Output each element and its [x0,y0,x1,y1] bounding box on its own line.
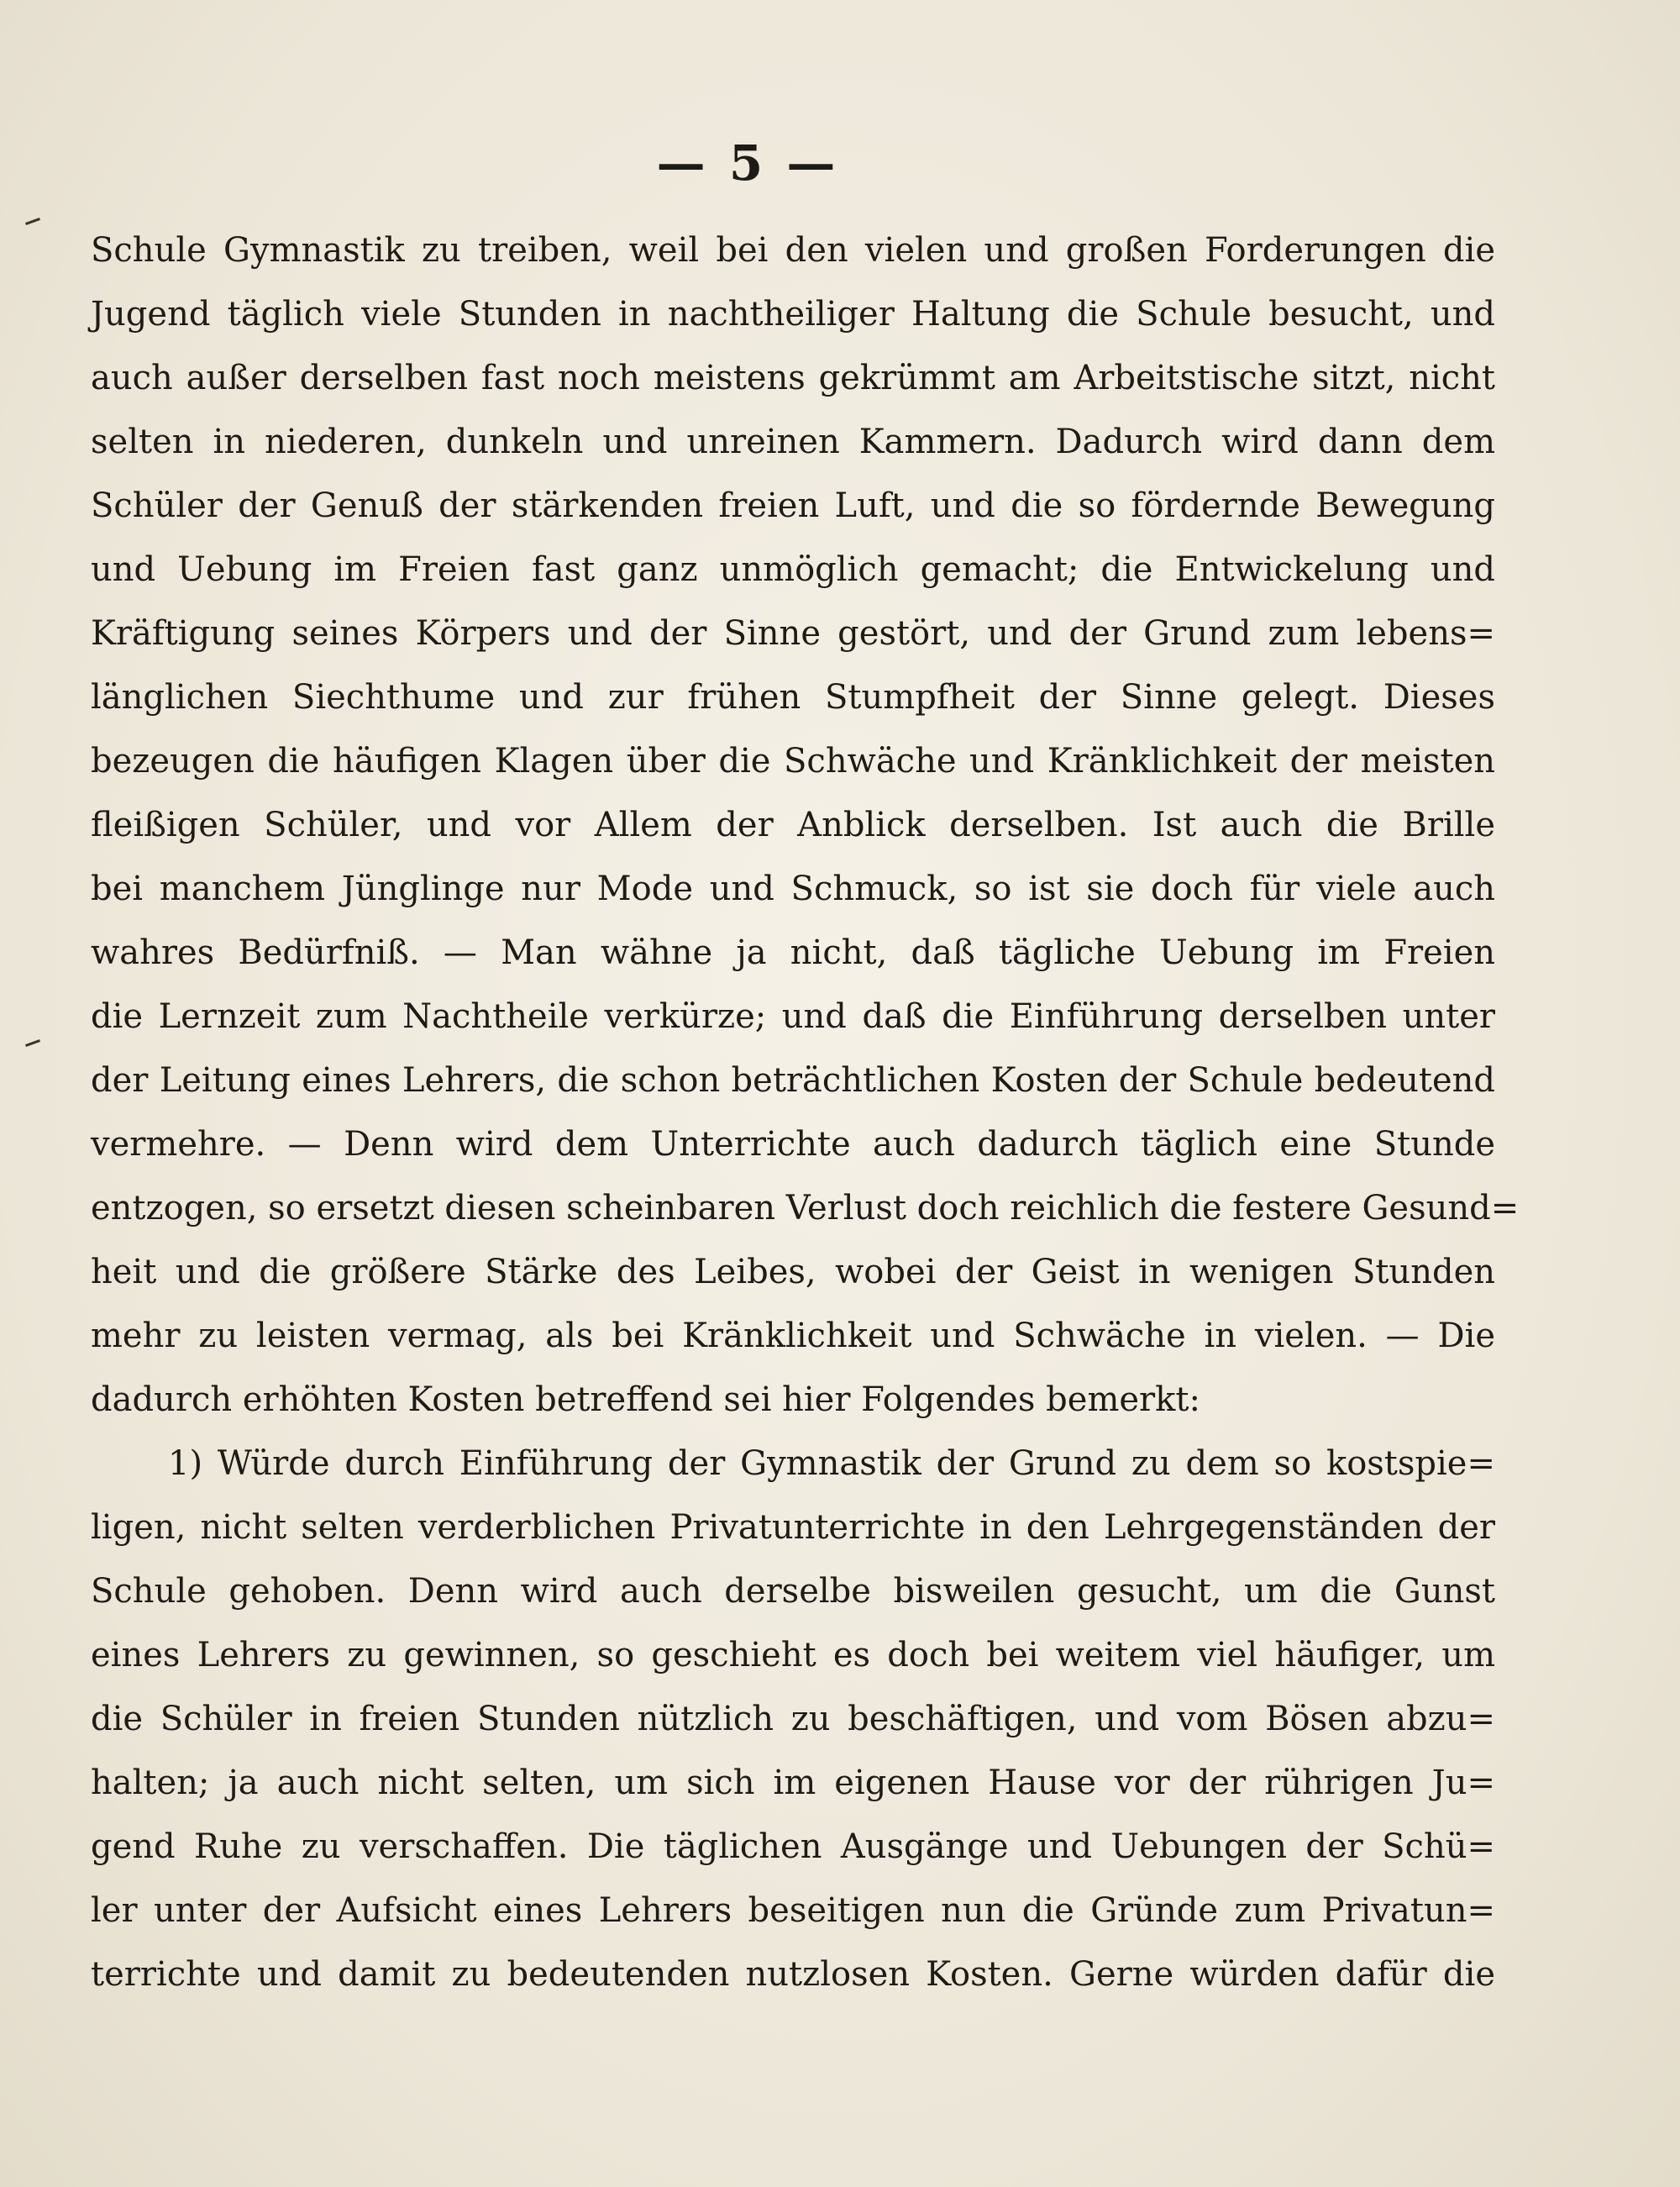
text-line: terrichte und damit zu bedeutenden nutzlosen Kosten. Gerne würden dafür die [91,1955,1495,1994]
text-line: ler unter der Aufsicht eines Lehrers beseitigen nun die Gründe zum Privatun= [91,1891,1495,1930]
text-line: und Uebung im Freien fast ganz unmöglich gemacht; die Entwickelung und [91,550,1495,589]
margin-mark [25,1039,40,1047]
text-line: bezeugen die häufigen Klagen über die Schwäche und Kränklichkeit der meisten [91,742,1495,781]
text-line: entzogen, so ersetzt diesen scheinbaren Verlust doch reichlich die festere Gesund= [91,1189,1520,1228]
text-line: halten; ja auch nicht selten, um sich im eigenen Hause vor der rührigen Ju= [91,1764,1495,1802]
page-number: — 5 — [656,134,839,192]
text-line: selten in niederen, dunkeln und unreinen Kammern. Dadurch wird dann dem [91,423,1495,461]
text-line: auch außer derselben fast noch meistens gekrümmt am Arbeitstische sitzt, nicht [91,359,1495,397]
text-line: vermehre. — Denn wird dem Unterrichte auch dadurch täglich eine Stunde [91,1125,1495,1164]
text-line: Schüler der Genuß der stärkenden freien Luft, und die so fördernde Bewegung [91,486,1495,525]
text-line: länglichen Siechthume und zur frühen Stumpfheit der Sinne gelegt. Dieses [91,678,1495,717]
text-line: 1) Würde durch Einführung der Gymnastik der Grund zu dem so kostspie= [168,1444,1495,1483]
text-line: Schule gehoben. Denn wird auch derselbe bisweilen gesucht, um die Gunst [91,1572,1495,1611]
text-line: gend Ruhe zu verschaffen. Die täglichen Ausgänge und Uebungen der Schü= [91,1827,1495,1866]
text-line: Kräftigung seines Körpers und der Sinne gestört, und der Grund zum lebens= [91,614,1495,653]
text-line: dadurch erhöhten Kosten betreffend sei hier Folgendes bemerkt: [91,1380,1200,1419]
body-text [91,218,1520,2006]
text-line: die Lernzeit zum Nachtheile verkürze; und daß die Einführung derselben unter [91,997,1495,1036]
text-line: Jugend täglich viele Stunden in nachtheiliger Haltung die Schule besucht, und [91,295,1495,334]
text-line: der Leitung eines Lehrers, die schon beträchtlichen Kosten der Schule bedeutend [91,1061,1495,1100]
text-line: fleißigen Schüler, und vor Allem der Anblick derselben. Ist auch die Brille [91,806,1495,844]
text-line: die Schüler in freien Stunden nützlich zu beschäftigen, und vom Bösen abzu= [91,1700,1495,1738]
text-line: eines Lehrers zu gewinnen, so geschieht es doch bei weitem viel häufiger, um [91,1636,1495,1674]
text-line: wahres Bedürfniß. — Man wähne ja nicht, daß tägliche Uebung im Freien [91,933,1495,972]
text-line: Schule Gymnastik zu treiben, weil bei den vielen und großen Forderungen die [91,231,1495,270]
text-line: bei manchem Jünglinge nur Mode und Schmuck, so ist sie doch für viele auch [91,870,1495,908]
text-line: mehr zu leisten vermag, als bei Kränklichkeit und Schwäche in vielen. — Die [91,1317,1495,1355]
text-line: heit und die größere Stärke des Leibes, wobei der Geist in wenigen Stunden [91,1253,1495,1291]
text-line: ligen, nicht selten verderblichen Privatunterrichte in den Lehrgegenständen der [91,1508,1495,1547]
margin-mark [25,218,40,225]
